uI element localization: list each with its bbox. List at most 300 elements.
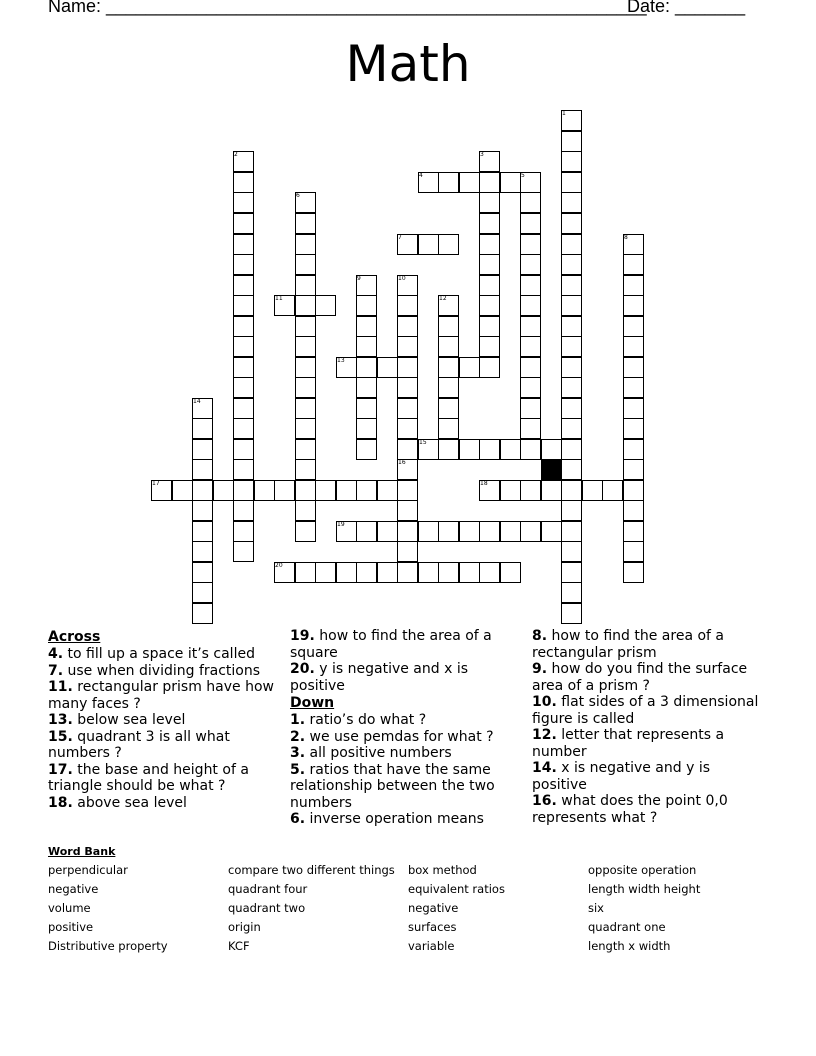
crossword-cell[interactable] xyxy=(356,357,377,378)
crossword-cell[interactable] xyxy=(479,192,500,213)
crossword-cell[interactable] xyxy=(356,439,377,460)
crossword-cell[interactable] xyxy=(377,357,398,378)
clue-item xyxy=(290,712,522,729)
clue-text: x is negative and y is positive xyxy=(532,760,711,793)
crossword-cell[interactable] xyxy=(233,480,254,501)
clue-item xyxy=(48,795,280,812)
crossword-cell[interactable] xyxy=(479,439,500,460)
crossword-cell[interactable] xyxy=(192,439,213,460)
clue-item xyxy=(48,712,280,729)
word-bank-item: compare two different things xyxy=(228,863,395,877)
crossword-cell[interactable] xyxy=(356,521,377,542)
crossword-cell[interactable] xyxy=(438,336,459,357)
crossword-cell[interactable] xyxy=(172,480,193,501)
clue-number: 15. xyxy=(48,728,73,745)
crossword-cell[interactable] xyxy=(561,110,582,131)
word-bank-item: length width height xyxy=(588,882,701,896)
crossword-cell[interactable] xyxy=(520,336,541,357)
word-bank-item: surfaces xyxy=(408,920,457,934)
clue-item xyxy=(532,760,764,793)
crossword-cell[interactable] xyxy=(623,357,644,378)
crossword-cell[interactable] xyxy=(520,480,541,501)
crossword-cell[interactable] xyxy=(356,316,377,337)
crossword-cell[interactable] xyxy=(356,398,377,419)
crossword-cell[interactable] xyxy=(561,172,582,193)
crossword-cell[interactable] xyxy=(520,439,541,460)
crossword-cell[interactable] xyxy=(356,295,377,316)
clue-item xyxy=(290,661,522,694)
clue-item xyxy=(290,729,522,746)
crossword-cell[interactable] xyxy=(541,521,562,542)
crossword-cell[interactable] xyxy=(520,254,541,275)
crossword-cell[interactable] xyxy=(418,521,439,542)
crossword-cell[interactable] xyxy=(623,275,644,296)
crossword-cell[interactable] xyxy=(561,377,582,398)
clue-number-label: 14 xyxy=(193,398,201,405)
crossword-cell[interactable] xyxy=(561,439,582,460)
crossword-cell[interactable] xyxy=(233,192,254,213)
clue-text: what does the point 0,0 represents what ? xyxy=(532,793,728,826)
crossword-cell[interactable] xyxy=(233,439,254,460)
crossword-cell[interactable] xyxy=(254,480,275,501)
crossword-cell[interactable] xyxy=(459,439,480,460)
clue-item xyxy=(290,811,522,828)
crossword-cell[interactable] xyxy=(356,377,377,398)
crossword-cell[interactable] xyxy=(295,398,316,419)
down-heading: Down xyxy=(290,695,335,711)
crossword-cell[interactable] xyxy=(356,562,377,583)
crossword-cell[interactable] xyxy=(233,213,254,234)
crossword-cell[interactable] xyxy=(192,521,213,542)
word-bank-item: quadrant one xyxy=(588,920,666,934)
word-bank-item: negative xyxy=(408,901,459,915)
crossword-cell[interactable] xyxy=(295,275,316,296)
crossword-cell[interactable] xyxy=(233,500,254,521)
clue-number: 1. xyxy=(290,712,306,728)
crossword-cell[interactable] xyxy=(479,480,500,501)
clue-text: inverse operation means xyxy=(305,811,484,827)
blocked-cell xyxy=(541,459,562,480)
clue-number-label: 17 xyxy=(152,480,160,487)
clue-number-label: 10 xyxy=(398,275,406,282)
clue-text: y is negative and x is positive xyxy=(290,661,469,694)
crossword-cell[interactable] xyxy=(561,336,582,357)
crossword-cell[interactable] xyxy=(479,151,500,172)
crossword-cell[interactable] xyxy=(356,418,377,439)
crossword-cell[interactable] xyxy=(377,521,398,542)
crossword-cell[interactable] xyxy=(623,336,644,357)
crossword-cell[interactable] xyxy=(397,480,418,501)
clue-number-label: 3 xyxy=(480,151,484,158)
crossword-cell[interactable] xyxy=(418,234,439,255)
crossword-cell[interactable] xyxy=(623,541,644,562)
clue-number: 18. xyxy=(48,794,73,811)
clues-column-3 xyxy=(532,628,764,826)
crossword-cell[interactable] xyxy=(192,398,213,419)
crossword-cell[interactable] xyxy=(623,459,644,480)
clue-number: 17. xyxy=(48,761,73,778)
crossword-cell[interactable] xyxy=(561,357,582,378)
word-bank-item: opposite operation xyxy=(588,863,697,877)
clue-item xyxy=(290,745,522,762)
across-heading: Across xyxy=(48,629,101,645)
clue-number: 12. xyxy=(532,727,557,743)
crossword-cell[interactable] xyxy=(520,357,541,378)
clue-number: 3. xyxy=(290,745,306,761)
crossword-cell[interactable] xyxy=(233,336,254,357)
word-bank-item: KCF xyxy=(228,939,250,953)
crossword-cell[interactable] xyxy=(500,439,521,460)
crossword-cell[interactable] xyxy=(520,213,541,234)
crossword-cell[interactable] xyxy=(192,582,213,603)
page-title: Math xyxy=(345,35,471,93)
crossword-cell[interactable] xyxy=(233,275,254,296)
crossword-cell[interactable] xyxy=(356,336,377,357)
clue-item xyxy=(532,694,764,727)
crossword-cell[interactable] xyxy=(520,398,541,419)
crossword-cell[interactable] xyxy=(438,357,459,378)
crossword-cell[interactable] xyxy=(233,254,254,275)
crossword-cell[interactable] xyxy=(315,562,336,583)
crossword-cell[interactable] xyxy=(213,480,234,501)
crossword-cell[interactable] xyxy=(295,254,316,275)
clue-number-label: 12 xyxy=(439,295,447,302)
crossword-cell[interactable] xyxy=(151,480,172,501)
clue-number: 9. xyxy=(532,661,548,677)
crossword-cell[interactable] xyxy=(561,398,582,419)
word-bank-item: equivalent ratios xyxy=(408,882,505,896)
crossword-cell[interactable] xyxy=(438,398,459,419)
crossword-cell[interactable] xyxy=(192,480,213,501)
crossword-cell[interactable] xyxy=(315,480,336,501)
crossword-cell[interactable] xyxy=(561,131,582,152)
clue-text: use when dividing fractions xyxy=(63,662,261,679)
crossword-cell[interactable] xyxy=(418,439,439,460)
crossword-cell[interactable] xyxy=(438,295,459,316)
crossword-cell[interactable] xyxy=(623,562,644,583)
crossword-cell[interactable] xyxy=(520,192,541,213)
clue-item xyxy=(48,679,280,712)
clue-item xyxy=(290,628,522,661)
crossword-cell[interactable] xyxy=(295,377,316,398)
crossword-cell[interactable] xyxy=(623,418,644,439)
crossword-cell[interactable] xyxy=(582,480,603,501)
crossword-cell[interactable] xyxy=(397,336,418,357)
crossword-cell[interactable] xyxy=(520,418,541,439)
clue-item xyxy=(532,727,764,760)
word-bank-item: origin xyxy=(228,920,261,934)
clue-item xyxy=(48,663,280,680)
crossword-cell[interactable] xyxy=(295,521,316,542)
clue-number: 20. xyxy=(290,661,315,677)
crossword-cell[interactable] xyxy=(561,151,582,172)
crossword-cell[interactable] xyxy=(561,500,582,521)
crossword-cell[interactable] xyxy=(561,603,582,624)
crossword-cell[interactable] xyxy=(397,234,418,255)
crossword-cell[interactable] xyxy=(295,336,316,357)
crossword-cell[interactable] xyxy=(520,275,541,296)
crossword-cell[interactable] xyxy=(623,316,644,337)
clues-column-1 xyxy=(48,628,280,811)
crossword-cell[interactable] xyxy=(438,172,459,193)
crossword-cell[interactable] xyxy=(479,234,500,255)
crossword-cell[interactable] xyxy=(520,172,541,193)
crossword-cell[interactable] xyxy=(233,295,254,316)
clue-number: 8. xyxy=(532,628,548,644)
crossword-cell[interactable] xyxy=(315,295,336,316)
crossword-cell[interactable] xyxy=(233,418,254,439)
clue-number: 5. xyxy=(290,761,306,778)
crossword-cell[interactable] xyxy=(418,562,439,583)
clue-number-label: 15 xyxy=(419,439,427,446)
clue-text: all positive numbers xyxy=(305,745,452,761)
crossword-cell[interactable] xyxy=(438,377,459,398)
crossword-cell[interactable] xyxy=(233,234,254,255)
crossword-cell[interactable] xyxy=(356,480,377,501)
clue-number: 7. xyxy=(48,662,64,679)
clue-number-label: 6 xyxy=(296,192,300,199)
crossword-cell[interactable] xyxy=(500,562,521,583)
clue-number-label: 19 xyxy=(337,521,345,528)
clue-item xyxy=(48,762,280,795)
crossword-cell[interactable] xyxy=(418,172,439,193)
crossword-cell[interactable] xyxy=(561,295,582,316)
word-bank-item: length x width xyxy=(588,939,671,953)
clue-item xyxy=(532,793,764,826)
crossword-cell[interactable] xyxy=(520,521,541,542)
crossword-cell[interactable] xyxy=(295,357,316,378)
crossword-cell[interactable] xyxy=(561,521,582,542)
crossword-cell[interactable] xyxy=(295,316,316,337)
crossword-cell[interactable] xyxy=(356,275,377,296)
crossword-cell[interactable] xyxy=(233,459,254,480)
crossword-cell[interactable] xyxy=(397,562,418,583)
crossword-cell[interactable] xyxy=(233,172,254,193)
crossword-cell[interactable] xyxy=(561,275,582,296)
crossword-cell[interactable] xyxy=(479,213,500,234)
crossword-cell[interactable] xyxy=(233,398,254,419)
clue-list-col2-down xyxy=(290,712,522,828)
crossword-cell[interactable] xyxy=(500,172,521,193)
crossword-cell[interactable] xyxy=(295,295,316,316)
crossword-cell[interactable] xyxy=(459,357,480,378)
word-bank-item: Distributive property xyxy=(48,939,168,953)
crossword-cell[interactable] xyxy=(377,480,398,501)
clue-text: how to find the area of a square xyxy=(290,628,492,661)
crossword-cell[interactable] xyxy=(623,234,644,255)
crossword-cell[interactable] xyxy=(438,418,459,439)
crossword-cell[interactable] xyxy=(561,234,582,255)
crossword-cell[interactable] xyxy=(479,562,500,583)
crossword-cell[interactable] xyxy=(479,521,500,542)
date-field[interactable]: Date: _______ xyxy=(627,0,746,16)
crossword-cell[interactable] xyxy=(397,377,418,398)
clue-text: above sea level xyxy=(72,794,187,811)
crossword-cell[interactable] xyxy=(561,192,582,213)
name-field[interactable]: Name: ______________________________________________________ xyxy=(48,0,647,16)
clue-number: 19. xyxy=(290,628,315,644)
crossword-cell[interactable] xyxy=(623,254,644,275)
clue-number-label: 13 xyxy=(337,357,345,364)
clue-number: 4. xyxy=(48,646,64,662)
clue-number-label: 4 xyxy=(419,172,423,179)
word-bank-item: negative xyxy=(48,882,99,896)
clue-number-label: 18 xyxy=(480,480,488,487)
crossword-cell[interactable] xyxy=(541,480,562,501)
crossword-cell[interactable] xyxy=(295,439,316,460)
crossword-cell[interactable] xyxy=(295,500,316,521)
crossword-cell[interactable] xyxy=(397,521,418,542)
crossword-cell[interactable] xyxy=(520,316,541,337)
clue-number: 14. xyxy=(532,760,557,776)
crossword-cell[interactable] xyxy=(438,316,459,337)
crossword-cell[interactable] xyxy=(541,439,562,460)
clue-item xyxy=(532,661,764,694)
crossword-cell[interactable] xyxy=(397,500,418,521)
crossword-cell[interactable] xyxy=(561,582,582,603)
crossword-cell[interactable] xyxy=(295,562,316,583)
clue-number: 6. xyxy=(290,811,306,827)
clue-number: 10. xyxy=(532,694,557,710)
crossword-cell[interactable] xyxy=(233,316,254,337)
crossword-cell[interactable] xyxy=(438,521,459,542)
crossword-cell[interactable] xyxy=(623,398,644,419)
crossword-cell[interactable] xyxy=(274,295,295,316)
crossword-cell[interactable] xyxy=(623,500,644,521)
crossword-cell[interactable] xyxy=(274,480,295,501)
clue-number: 2. xyxy=(290,728,306,745)
clue-number-label: 20 xyxy=(275,562,283,569)
clue-number-label: 1 xyxy=(562,110,566,117)
crossword-cell[interactable] xyxy=(623,439,644,460)
crossword-cell[interactable] xyxy=(336,562,357,583)
crossword-cell[interactable] xyxy=(295,192,316,213)
crossword-cell[interactable] xyxy=(397,459,418,480)
crossword-cell[interactable] xyxy=(233,541,254,562)
clue-number-label: 2 xyxy=(234,151,238,158)
clue-item xyxy=(48,646,280,663)
clue-list-col1 xyxy=(48,646,280,811)
crossword-cell[interactable] xyxy=(192,500,213,521)
crossword-cell[interactable] xyxy=(623,480,644,501)
crossword-cell[interactable] xyxy=(274,562,295,583)
crossword-cell[interactable] xyxy=(623,295,644,316)
crossword-cell[interactable] xyxy=(479,275,500,296)
clue-number: 16. xyxy=(532,793,557,809)
clue-text: below sea level xyxy=(72,712,186,728)
clue-item xyxy=(48,729,280,762)
crossword-cell[interactable] xyxy=(459,562,480,583)
crossword-cell[interactable] xyxy=(295,418,316,439)
crossword-cell[interactable] xyxy=(623,521,644,542)
clue-text: how to find the area of a rectangular prism xyxy=(532,628,725,661)
crossword-cell[interactable] xyxy=(561,459,582,480)
clue-number-label: 7 xyxy=(398,234,402,241)
clue-number: 11. xyxy=(48,679,73,695)
word-bank-item: variable xyxy=(408,939,455,953)
crossword-cell[interactable] xyxy=(500,480,521,501)
crossword-cell[interactable] xyxy=(561,254,582,275)
crossword-cell[interactable] xyxy=(233,521,254,542)
crossword-cell[interactable] xyxy=(377,562,398,583)
crossword-cell[interactable] xyxy=(192,418,213,439)
crossword-cell[interactable] xyxy=(233,151,254,172)
crossword-cell[interactable] xyxy=(192,459,213,480)
crossword-cell[interactable] xyxy=(438,439,459,460)
crossword-cell[interactable] xyxy=(438,234,459,255)
crossword-cell[interactable] xyxy=(397,541,418,562)
crossword-cell[interactable] xyxy=(397,295,418,316)
crossword-cell[interactable] xyxy=(192,603,213,624)
clue-number: 13. xyxy=(48,712,73,728)
crossword-cell[interactable] xyxy=(479,295,500,316)
crossword-cell[interactable] xyxy=(561,213,582,234)
crossword-cell[interactable] xyxy=(233,377,254,398)
crossword-cell[interactable] xyxy=(295,480,316,501)
crossword-cell[interactable] xyxy=(479,316,500,337)
crossword-cell[interactable] xyxy=(479,254,500,275)
clue-text: flat sides of a 3 dimensional figure is called xyxy=(532,694,759,727)
crossword-cell[interactable] xyxy=(336,521,357,542)
crossword-cell[interactable] xyxy=(459,172,480,193)
crossword-cell[interactable] xyxy=(561,562,582,583)
crossword-cell[interactable] xyxy=(397,418,418,439)
clue-text: we use pemdas for what ? xyxy=(305,728,494,745)
crossword-cell[interactable] xyxy=(479,357,500,378)
crossword-cell[interactable] xyxy=(397,357,418,378)
crossword-cell[interactable] xyxy=(336,480,357,501)
clue-list-col2-across xyxy=(290,628,522,694)
crossword-cell[interactable] xyxy=(602,480,623,501)
crossword-cell[interactable] xyxy=(500,521,521,542)
crossword-cell[interactable] xyxy=(479,336,500,357)
clue-text: quadrant 3 is all what numbers ? xyxy=(48,728,230,761)
crossword-cell[interactable] xyxy=(192,541,213,562)
word-bank-item: positive xyxy=(48,920,94,934)
crossword-cell[interactable] xyxy=(295,213,316,234)
clue-text: to fill up a space it’s called xyxy=(63,646,255,662)
crossword-cell[interactable] xyxy=(438,562,459,583)
crossword-cell[interactable] xyxy=(479,172,500,193)
crossword-cell[interactable] xyxy=(623,377,644,398)
crossword-cell[interactable] xyxy=(520,377,541,398)
clue-number-label: 9 xyxy=(357,275,361,282)
clue-text: ratio’s do what ? xyxy=(305,712,427,728)
crossword-cell[interactable] xyxy=(520,295,541,316)
crossword-cell[interactable] xyxy=(397,398,418,419)
word-bank-item: volume xyxy=(48,901,91,915)
clue-number-label: 16 xyxy=(398,459,406,466)
crossword-cell[interactable] xyxy=(336,357,357,378)
crossword-cell[interactable] xyxy=(295,234,316,255)
crossword-cell[interactable] xyxy=(561,316,582,337)
clue-item xyxy=(532,628,764,661)
crossword-cell[interactable] xyxy=(520,234,541,255)
crossword-cell[interactable] xyxy=(397,316,418,337)
crossword-cell[interactable] xyxy=(233,357,254,378)
crossword-cell[interactable] xyxy=(561,541,582,562)
clue-text: rectangular prism have how many faces ? xyxy=(48,679,275,712)
crossword-cell[interactable] xyxy=(295,459,316,480)
crossword-cell[interactable] xyxy=(397,275,418,296)
crossword-cell[interactable] xyxy=(561,480,582,501)
crossword-cell[interactable] xyxy=(397,439,418,460)
crossword-cell[interactable] xyxy=(192,562,213,583)
clue-number-label: 8 xyxy=(624,234,628,241)
crossword-cell[interactable] xyxy=(561,418,582,439)
word-bank-item: box method xyxy=(408,863,477,877)
crossword-cell[interactable] xyxy=(459,521,480,542)
